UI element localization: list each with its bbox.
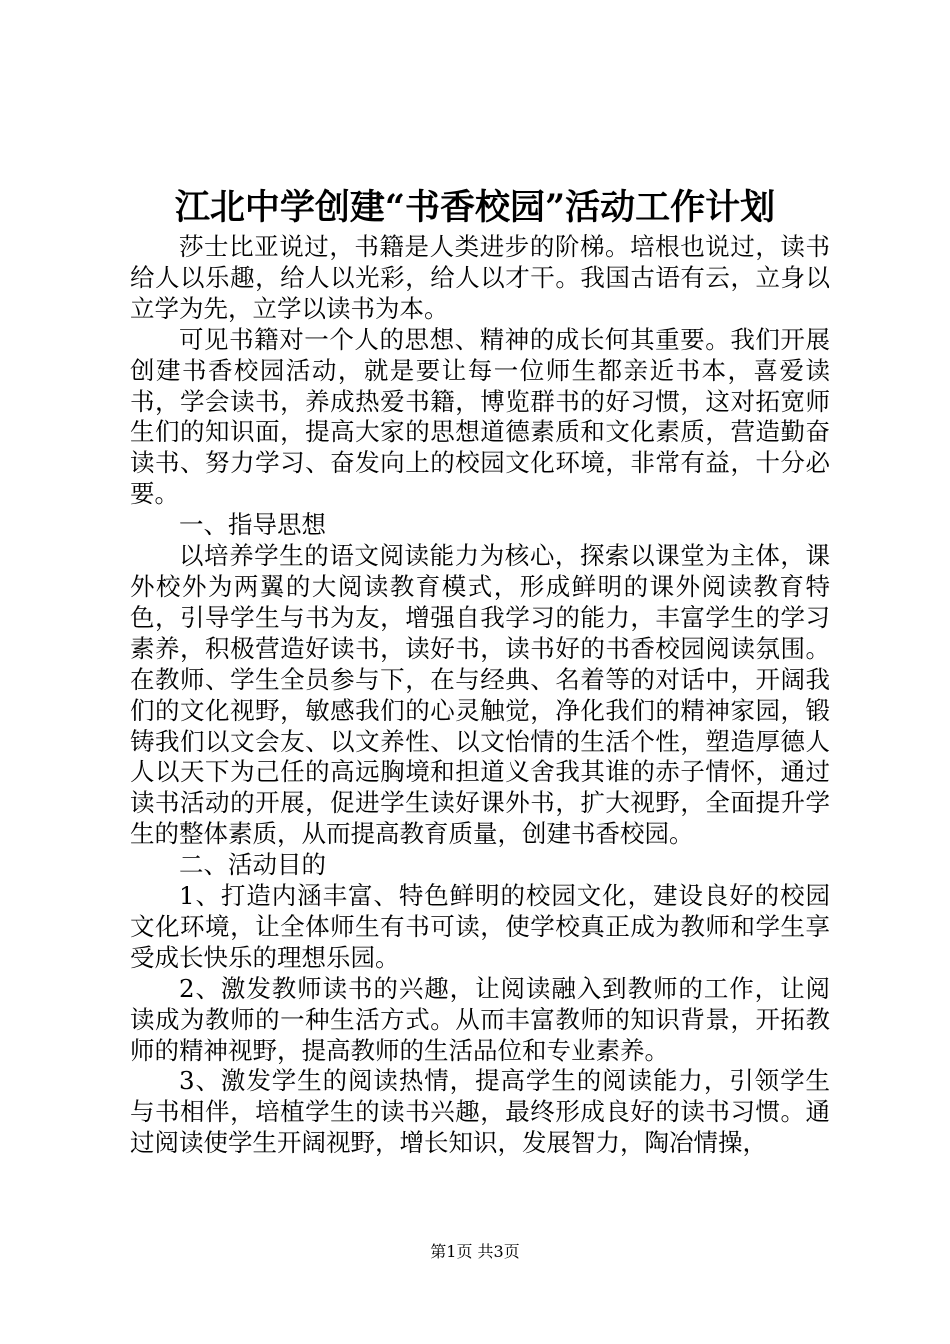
paragraph-purpose-1: 1、打造内涵丰富、特色鲜明的校园文化，建设良好的校园文化环境，让全体师生有书可读，使学校真正成为教师和学生享受成长快乐的理想乐园。 (130, 881, 830, 972)
paragraph-intro: 莎士比亚说过，书籍是人类进步的阶梯。培根也说过，读书给人以乐趣，给人以光彩，给人以才干。我国古语有云，立身以立学为先，立学以读书为本。 (130, 232, 830, 323)
paragraph-purpose-3: 3、激发学生的阅读热情，提高学生的阅读能力，引领学生与书相伴，培植学生的读书兴趣，最终形成良好的读书习惯。通过阅读使学生开阔视野，增长知识，发展智力，陶冶情操， (130, 1066, 830, 1158)
paragraph-purpose-2: 2、激发教师读书的兴趣，让阅读融入到教师的工作，让阅读成为教师的一种生活方式。从而丰富教师的知识背景，开拓教师的精神视野，提高教师的生活品位和专业素养。 (130, 973, 830, 1065)
paragraph-guiding-ideology: 以培养学生的语文阅读能力为核心，探索以课堂为主体，课外校外为两翼的大阅读教育模式，形成鲜明的课外阅读教育特色，引导学生与书为友，增强自我学习的能力，丰富学生的学习素养，积极营造好读书，读好书，读书好的书香校园阅读氛围。在教师、学生全员参与下，在与经典、名着等的对话中，开阔我们的文化视野，敏感我们的心灵触觉，净化我们的精神家园，锻铸我们以文会友、以文养性、以文怡情的生活个性，塑造厚德人人以天下为己任的高远胸境和担道义舍我其谁的赤子情怀，通过读书活动的开展，促进学生读好课外书，扩大视野，全面提升学生的整体素质，从而提高教育质量，创建书香校园。 (130, 541, 830, 849)
section-heading-activity-purpose: 二、活动目的 (179, 850, 326, 880)
page-number-footer: 第1页 共3页 (430, 1242, 520, 1261)
section-heading-guiding-ideology: 一、指导思想 (179, 510, 326, 540)
document-title: 江北中学创建“书香校园”活动工作计划 (174, 187, 776, 228)
document-body (130, 232, 830, 1159)
paragraph-importance: 可见书籍对一个人的思想、精神的成长何其重要。我们开展创建书香校园活动，就是要让每一位师生都亲近书本，喜爱读书，学会读书，养成热爱书籍，博览群书的好习惯，这对拓宽师生们的知识面，提高大家的思想道德素质和文化素质，营造勤奋读书、努力学习、奋发向上的校园文化环境，非常有益，十分必要。 (130, 324, 830, 509)
